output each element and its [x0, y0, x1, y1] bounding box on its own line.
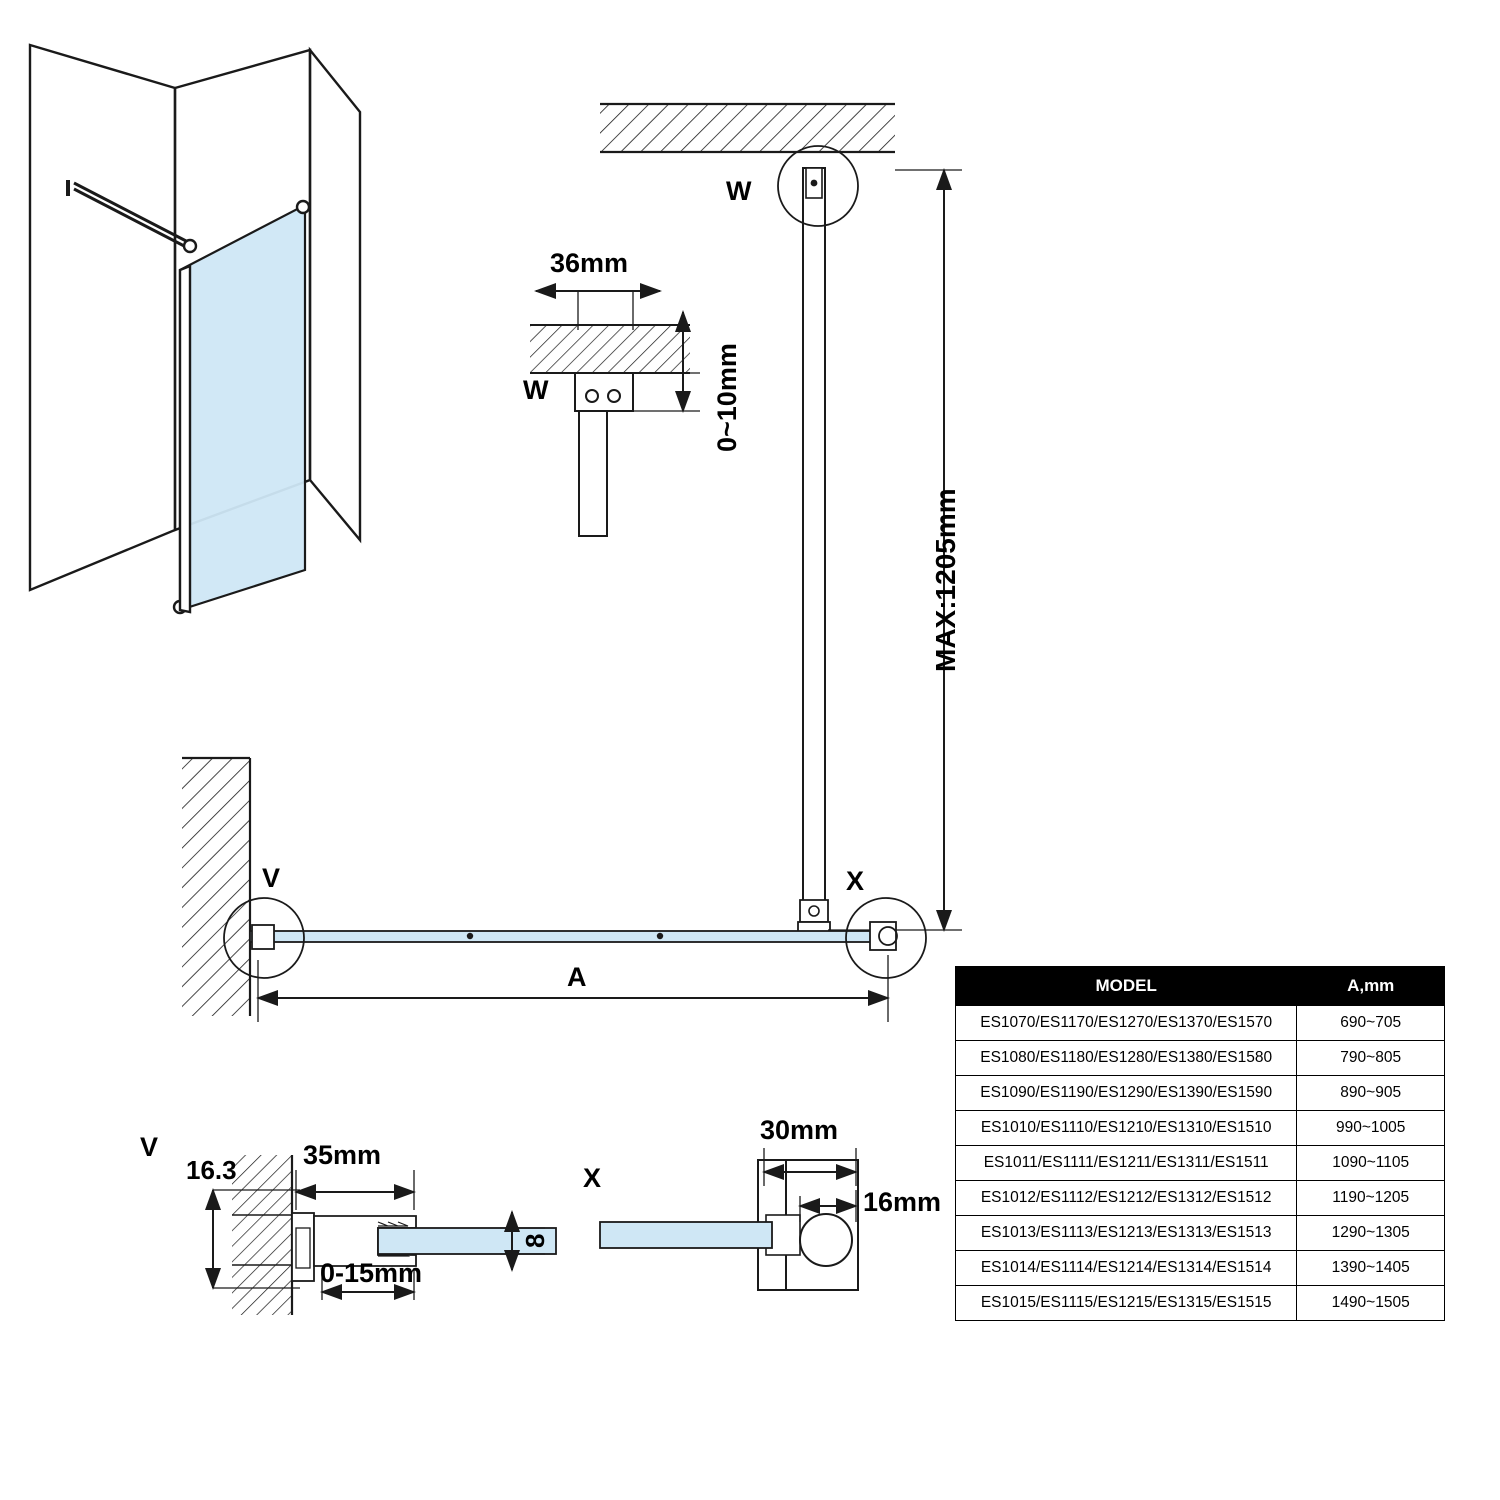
dim-36mm: 36mm — [550, 248, 629, 278]
dim-0-10mm: 0~10mm — [712, 343, 742, 452]
table-row — [956, 1146, 1445, 1181]
header-model: MODEL — [956, 967, 1297, 1006]
label-x-detail: X — [583, 1163, 602, 1193]
dim-16mm: 16mm — [863, 1187, 942, 1217]
label-x-plan: X — [846, 866, 865, 896]
table-row — [956, 1286, 1445, 1321]
dim-max-height: MAX:1205mm — [930, 488, 961, 672]
cell-a: 990~1005 — [1297, 1111, 1445, 1146]
model-spec-table — [955, 966, 1445, 1321]
elevation-view — [600, 104, 962, 938]
cell-a: 790~805 — [1297, 1041, 1445, 1076]
label-w-elevation: W — [726, 176, 752, 206]
cell-a: 1490~1505 — [1297, 1286, 1445, 1321]
cell-model: ES1090/ES1190/ES1290/ES1390/ES1590 — [956, 1076, 1297, 1111]
table-row — [956, 1006, 1445, 1041]
table-header-row — [956, 967, 1445, 1006]
table-body — [956, 1006, 1445, 1321]
cell-a: 890~905 — [1297, 1076, 1445, 1111]
label-w-detail: W — [523, 375, 549, 405]
table-row — [956, 1111, 1445, 1146]
detail-x — [600, 1148, 858, 1290]
dim-35mm: 35mm — [303, 1140, 382, 1170]
cell-model: ES1013/ES1113/ES1213/ES1313/ES1513 — [956, 1216, 1297, 1251]
cell-model: ES1015/ES1115/ES1215/ES1315/ES1515 — [956, 1286, 1297, 1321]
table-row — [956, 1076, 1445, 1111]
cell-model: ES1080/ES1180/ES1280/ES1380/ES1580 — [956, 1041, 1297, 1076]
table-row — [956, 1251, 1445, 1286]
dim-0-15mm: 0-15mm — [320, 1258, 423, 1288]
dim-glass-thickness: 8 — [520, 1233, 550, 1248]
detail-w — [530, 291, 700, 536]
table-row — [956, 1181, 1445, 1216]
table-row — [956, 1216, 1445, 1251]
label-v-detail: V — [140, 1132, 159, 1162]
cell-a: 1190~1205 — [1297, 1181, 1445, 1216]
cell-model: ES1011/ES1111/ES1211/ES1311/ES1511 — [956, 1146, 1297, 1181]
detail-v — [213, 1155, 556, 1315]
dim-16-3: 16.3 — [186, 1155, 237, 1185]
cell-model: ES1070/ES1170/ES1270/ES1370/ES1570 — [956, 1006, 1297, 1041]
cell-model: ES1014/ES1114/ES1214/ES1314/ES1514 — [956, 1251, 1297, 1286]
cell-a: 690~705 — [1297, 1006, 1445, 1041]
cell-a: 1090~1105 — [1297, 1146, 1445, 1181]
dim-30mm: 30mm — [760, 1115, 839, 1145]
cell-a: 1290~1305 — [1297, 1216, 1445, 1251]
cell-model: ES1012/ES1112/ES1212/ES1312/ES1512 — [956, 1181, 1297, 1216]
cell-a: 1390~1405 — [1297, 1251, 1445, 1286]
dim-a: A — [567, 962, 587, 992]
header-a: A,mm — [1297, 967, 1445, 1006]
table-row — [956, 1041, 1445, 1076]
isometric-view — [30, 45, 360, 613]
cell-model: ES1010/ES1110/ES1210/ES1310/ES1510 — [956, 1111, 1297, 1146]
label-v-plan: V — [262, 863, 281, 893]
